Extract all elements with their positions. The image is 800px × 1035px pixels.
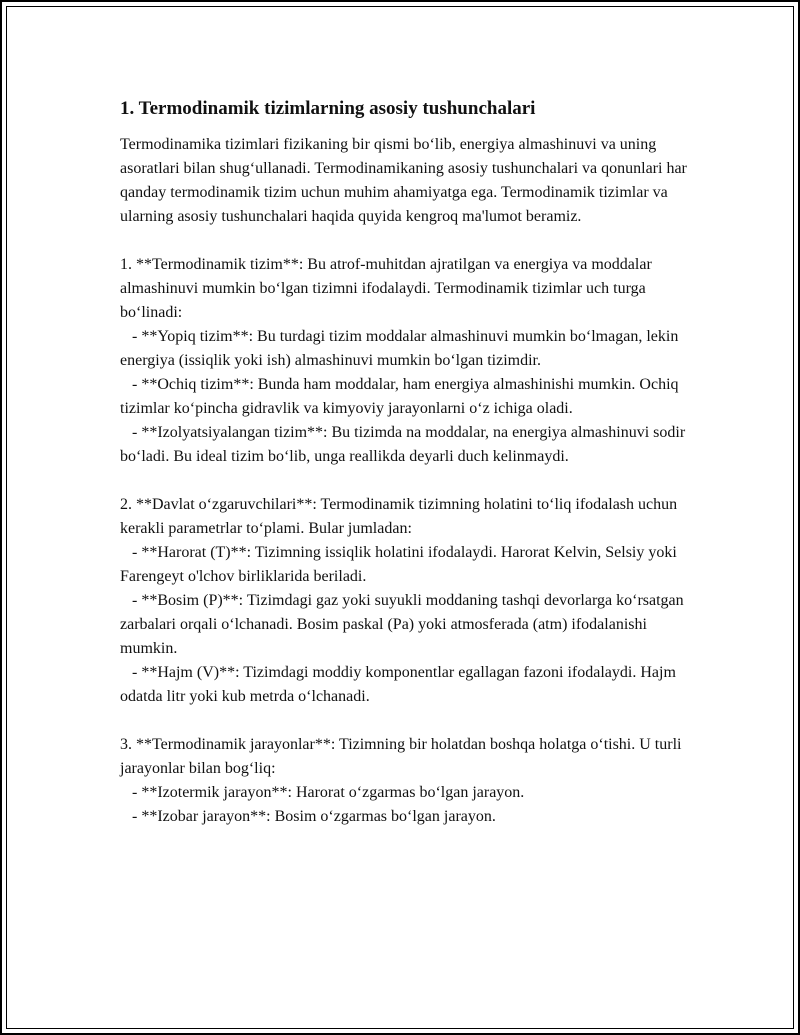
section-termodinamik-jarayonlar [120, 733, 700, 829]
intro-paragraph: Termodinamika tizimlari fizikaning bir qismi bo‘lib, energiya almashinuvi va uning asoratlari bilan shug‘ullanadi. Termodinamikaning asosiy tushunchalari va qonunlari har qanday termodinamik tizim uchun muhim ahamiyatga ega. Termodinamik tizimlar va ularning asosiy tushunchalari haqida quyida kengroq ma'lumot beramiz. [120, 136, 691, 225]
list-item: - **Hajm (V)**: Tizimdagi moddiy komponentlar egallagan fazoni ifodalaydi. Hajm odatda litr yoki kub metrda o‘lchanadi. [120, 664, 680, 705]
section-lead: 1. **Termodinamik tizim**: Bu atrof-muhitdan ajratilgan va energiya va moddalar almashinuvi mumkin bo‘lgan tizimni ifodalaydi. Termodinamik tizimlar uch turga bo‘linadi: [120, 256, 656, 321]
section-lead: 3. **Termodinamik jarayonlar**: Tizimning bir holatdan boshqa holatga o‘tishi. U turli jarayonlar bilan bog‘liq: [120, 736, 686, 777]
list-item: - **Izobar jarayon**: Bosim o‘zgarmas bo‘lgan jarayon. [132, 808, 496, 825]
paragraph-spacer [120, 229, 700, 253]
list-item: - **Yopiq tizim**: Bu turdagi tizim moddalar almashinuvi mumkin bo‘lmagan, lekin energiya (issiqlik yoki ish) almashinuvi mumkin bo‘lgan tizimdir. [120, 328, 683, 369]
list-item: - **Harorat (T)**: Tizimning issiqlik holatini ifodalaydi. Harorat Kelvin, Selsiy yoki Farengeyt o'lchov birliklarida beriladi. [120, 544, 681, 585]
section-termodinamik-tizim [120, 253, 700, 469]
list-item: - **Izolyatsiyalangan tizim**: Bu tizimda na moddalar, na energiya almashinuvi sodir bo‘ladi. Bu ideal tizim bo‘lib, unga reallikda deyarli duch kelinmaydi. [120, 424, 690, 465]
paragraph-spacer [120, 709, 700, 733]
section-lead: 2. **Davlat o‘zgaruvchilari**: Termodinamik tizimning holatini to‘liq ifodalash uchun kerakli parametrlar to‘plami. Bular jumladan: [120, 496, 682, 537]
list-item: - **Bosim (P)**: Tizimdagi gaz yoki suyukli moddaning tashqi devorlarga ko‘rsatgan zarbalari orqali o‘lchanadi. Bosim paskal (Pa) yoki atmosferada (atm) ifodalanishi mumkin. [120, 592, 688, 657]
list-item: - **Izotermik jarayon**: Harorat o‘zgarmas bo‘lgan jarayon. [132, 784, 525, 801]
list-item: - **Ochiq tizim**: Bunda ham moddalar, ham energiya almashinishi mumkin. Ochiq tizimlar ko‘pincha gidravlik va kimyoviy jarayonlarni o‘z ichiga oladi. [120, 376, 683, 417]
document-body [120, 97, 700, 829]
paragraph-spacer [120, 469, 700, 493]
section-heading: 1. Termodinamik tizimlarning asosiy tushunchalari [120, 98, 536, 119]
section-davlat-ozgaruvchilari [120, 493, 700, 709]
